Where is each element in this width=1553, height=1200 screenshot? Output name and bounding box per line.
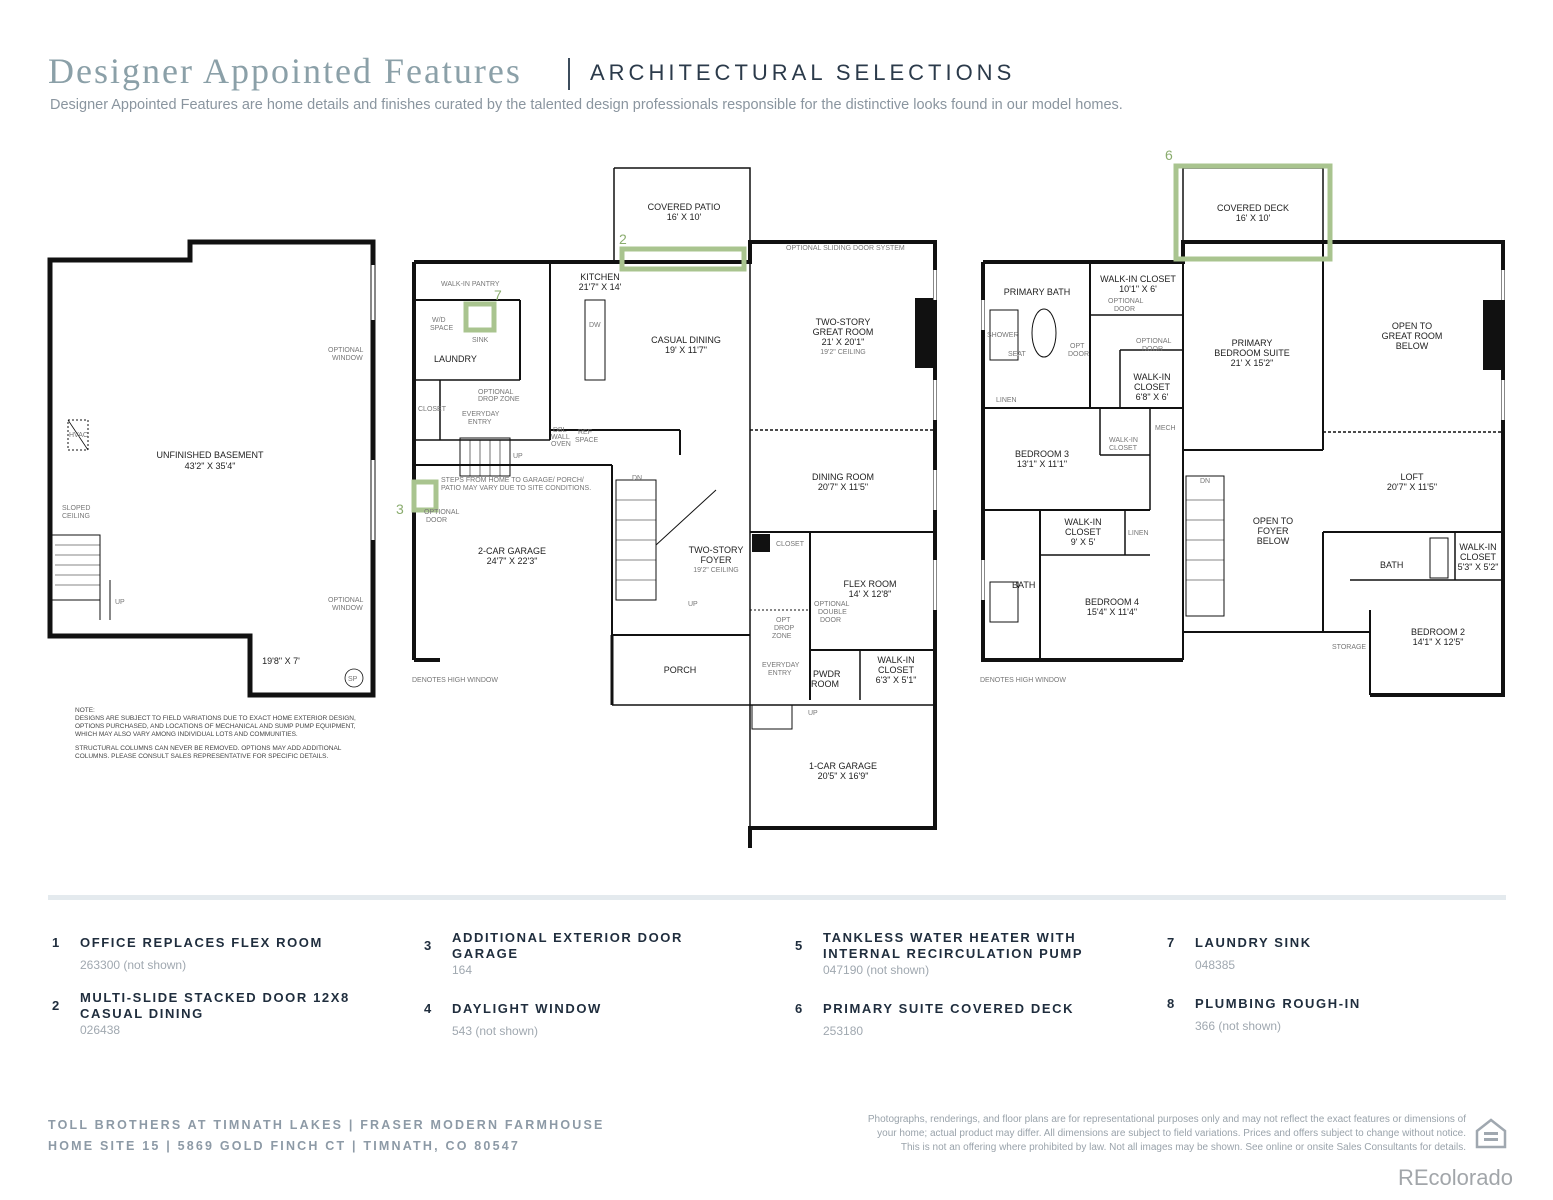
- svg-text:BEDROOM 3: BEDROOM 3: [1014, 449, 1070, 459]
- svg-text:OVEN: OVEN: [551, 441, 571, 448]
- svg-text:CLOSET: CLOSET: [1133, 382, 1171, 392]
- svg-text:5'3" X 5'2": 5'3" X 5'2": [1457, 562, 1499, 572]
- svg-text:13'1" X 11'1": 13'1" X 11'1": [1016, 459, 1068, 469]
- svg-text:CLOSET: CLOSET: [877, 665, 915, 675]
- svg-text:LINEN: LINEN: [1128, 530, 1149, 537]
- svg-text:DOOR: DOOR: [426, 517, 447, 524]
- svg-text:DN: DN: [632, 475, 643, 482]
- svg-text:CLOSET: CLOSET: [1109, 445, 1138, 452]
- floor-plans: [0, 140, 1553, 860]
- svg-text:STEPS FROM HOME TO GARAGE/ POR: STEPS FROM HOME TO GARAGE/ PORCH/: [441, 477, 584, 484]
- svg-text:21' X 20'1": 21' X 20'1": [821, 337, 865, 347]
- svg-text:DOOR: DOOR: [1114, 306, 1135, 313]
- feature-code: 047190 (not shown): [823, 963, 930, 977]
- svg-text:2-CAR GARAGE: 2-CAR GARAGE: [477, 546, 547, 556]
- svg-text:DN: DN: [1200, 478, 1211, 485]
- svg-text:19'2" CEILING: 19'2" CEILING: [820, 349, 866, 356]
- svg-text:CLOSET: CLOSET: [776, 541, 805, 548]
- svg-text:BATH: BATH: [1380, 560, 1404, 570]
- svg-text:OPTIONAL: OPTIONAL: [814, 601, 850, 608]
- feature-number: 7: [1167, 935, 1175, 950]
- svg-text:PRIMARY: PRIMARY: [1231, 338, 1273, 348]
- svg-text:15'4" X 11'4": 15'4" X 11'4": [1086, 607, 1138, 617]
- svg-text:14' X 12'8": 14' X 12'8": [848, 589, 892, 599]
- svg-text:10'1" X 6': 10'1" X 6': [1119, 284, 1157, 294]
- svg-text:DESIGNS ARE SUBJECT TO FIELD V: DESIGNS ARE SUBJECT TO FIELD VARIATIONS DUE TO EXACT HOME EXTERIOR DESIGN,: [75, 715, 356, 722]
- feature-name: TANKLESS WATER HEATER WITH INTERNAL RECIRCULATION PUMP: [823, 930, 1084, 961]
- feature-name: ADDITIONAL EXTERIOR DOOR GARAGE: [452, 930, 684, 961]
- svg-text:19'8" X 7': 19'8" X 7': [262, 656, 300, 666]
- svg-text:21' X 15'2": 21' X 15'2": [1230, 358, 1274, 368]
- page-subtitle: Designer Appointed Features are home details and finishes curated by the talented design professionals responsible for the distinctive looks found in our model homes.: [50, 97, 1123, 113]
- svg-text:STRUCTURAL COLUMNS CAN NEVER B: STRUCTURAL COLUMNS CAN NEVER BE REMOVED. OPTIONS MAY ADD ADDITIONAL: [75, 745, 342, 752]
- feature-name: PLUMBING ROUGH-IN: [1195, 996, 1361, 1011]
- highlight-2: [622, 249, 744, 269]
- svg-text:OPT: OPT: [776, 617, 791, 624]
- svg-text:UNFINISHED BASEMENT: UNFINISHED BASEMENT: [156, 450, 264, 460]
- feature-number: 4: [424, 1001, 432, 1016]
- svg-text:WHICH MAY ALSO VARY AMONG INDI: WHICH MAY ALSO VARY AMONG INDIVIDUAL LOTS AND COMMUNITIES.: [75, 731, 298, 738]
- svg-text:SHOWER: SHOWER: [987, 332, 1019, 339]
- svg-text:DENOTES HIGH WINDOW: DENOTES HIGH WINDOW: [980, 677, 1066, 684]
- svg-text:SLOPED: SLOPED: [62, 505, 91, 512]
- svg-text:WALK-IN: WALK-IN: [1064, 517, 1102, 527]
- svg-text:BEDROOM SUITE: BEDROOM SUITE: [1214, 348, 1290, 358]
- recolorado-watermark: REcolorado: [1398, 1165, 1513, 1190]
- feature-number: 3: [424, 938, 432, 953]
- svg-text:24'7" X 22'3": 24'7" X 22'3": [486, 556, 538, 566]
- community-name: TOLL BROTHERS AT TIMNATH LAKES | FRASER MODERN FARMHOUSE: [48, 1118, 605, 1132]
- feature-code: 253180: [823, 1024, 864, 1038]
- svg-text:BELOW: BELOW: [1256, 536, 1290, 546]
- svg-text:OPTIONAL: OPTIONAL: [1108, 298, 1144, 305]
- svg-text:DOOR: DOOR: [820, 617, 841, 624]
- title-divider: [568, 58, 570, 90]
- feature-code: 048385: [1195, 958, 1236, 972]
- svg-text:19'2" CEILING: 19'2" CEILING: [693, 567, 739, 574]
- feature-code: 164: [452, 963, 473, 977]
- svg-text:OPTIONAL: OPTIONAL: [424, 509, 460, 516]
- svg-text:2: 2: [619, 231, 627, 247]
- svg-text:GREAT ROOM: GREAT ROOM: [812, 327, 874, 337]
- svg-text:FLEX ROOM: FLEX ROOM: [843, 579, 897, 589]
- svg-text:REF: REF: [578, 429, 592, 436]
- svg-text:EVERYDAY: EVERYDAY: [462, 411, 500, 418]
- svg-text:BEDROOM 4: BEDROOM 4: [1084, 597, 1140, 607]
- svg-text:COVERED DECK: COVERED DECK: [1216, 203, 1290, 213]
- svg-text:SP: SP: [348, 676, 358, 683]
- svg-text:UP: UP: [513, 453, 523, 460]
- svg-text:DOOR: DOOR: [1142, 346, 1163, 353]
- svg-text:19' X 11'7": 19' X 11'7": [665, 345, 707, 355]
- feature-name: OFFICE REPLACES FLEX ROOM: [80, 935, 323, 950]
- svg-text:CEILING: CEILING: [62, 513, 91, 520]
- svg-text:6: 6: [1165, 147, 1173, 163]
- feature-name: DAYLIGHT WINDOW: [452, 1001, 602, 1016]
- svg-text:20'7" X 11'5": 20'7" X 11'5": [1386, 482, 1438, 492]
- feature-number: 5: [795, 938, 803, 953]
- svg-text:OPTIONS PURCHASED, AND LOCATIO: OPTIONS PURCHASED, AND LOCATIONS OF MECHANICAL AND SUMP PUMP EQUIPMENT,: [75, 723, 356, 730]
- svg-text:OPTIONAL: OPTIONAL: [478, 389, 514, 396]
- svg-text:PRIMARY BATH: PRIMARY BATH: [1003, 287, 1071, 297]
- feature-name: MULTI-SLIDE STACKED DOOR 12X8 CASUAL DINING: [80, 990, 350, 1021]
- equal-housing-icon: [1474, 1116, 1508, 1150]
- section-title: ARCHITECTURAL SELECTIONS: [590, 60, 1016, 85]
- highlight-3: [414, 482, 436, 510]
- svg-text:DENOTES HIGH WINDOW: DENOTES HIGH WINDOW: [412, 677, 498, 684]
- svg-text:9' X 5': 9' X 5': [1070, 537, 1096, 547]
- svg-text:1-CAR GARAGE: 1-CAR GARAGE: [808, 761, 878, 771]
- svg-text:PORCH: PORCH: [663, 665, 697, 675]
- svg-text:UP: UP: [808, 710, 818, 717]
- highlight-7: [466, 304, 494, 330]
- svg-text:TWO-STORY: TWO-STORY: [815, 317, 871, 327]
- svg-text:WALK-IN CLOSET: WALK-IN CLOSET: [1100, 274, 1176, 284]
- svg-text:WALK-IN: WALK-IN: [1109, 437, 1138, 444]
- svg-text:SINK: SINK: [472, 337, 489, 344]
- svg-text:DOOR: DOOR: [1068, 351, 1089, 358]
- svg-text:7: 7: [494, 287, 502, 303]
- svg-text:DROP ZONE: DROP ZONE: [478, 396, 520, 403]
- svg-text:EVERYDAY: EVERYDAY: [762, 662, 800, 669]
- svg-text:ENTRY: ENTRY: [768, 670, 792, 677]
- svg-text:WALK-IN PANTRY: WALK-IN PANTRY: [441, 281, 500, 288]
- svg-text:SPACE: SPACE: [430, 325, 454, 332]
- home-site-address: HOME SITE 15 | 5869 GOLD FINCH CT | TIMNATH, CO 80547: [48, 1139, 521, 1153]
- svg-text:OPEN TO: OPEN TO: [1252, 516, 1294, 526]
- svg-text:W/D: W/D: [432, 317, 446, 324]
- svg-text:BELOW: BELOW: [1395, 341, 1429, 351]
- svg-text:16' X 10': 16' X 10': [1235, 213, 1271, 223]
- svg-text:OPTIONAL: OPTIONAL: [328, 347, 364, 354]
- feature-number: 2: [52, 998, 60, 1013]
- svg-text:BATH: BATH: [1012, 580, 1036, 590]
- feature-number: 1: [52, 935, 60, 950]
- svg-text:16' X 10': 16' X 10': [666, 212, 702, 222]
- section-divider: [48, 895, 1506, 900]
- svg-text:DW: DW: [589, 322, 601, 329]
- svg-text:WINDOW: WINDOW: [332, 355, 363, 362]
- page-title: Designer Appointed Features: [48, 51, 522, 91]
- svg-text:LAUNDRY: LAUNDRY: [434, 354, 477, 364]
- svg-text:COLUMNS. PLEASE CONSULT SALES: COLUMNS. PLEASE CONSULT SALES REPRESENTATIVE FOR SPECIFIC DETAILS.: [75, 753, 329, 760]
- feature-number: 6: [795, 1001, 803, 1016]
- svg-text:LOFT: LOFT: [1400, 472, 1424, 482]
- svg-text:DROP: DROP: [774, 625, 795, 632]
- svg-text:20'7" X 11'5": 20'7" X 11'5": [817, 482, 869, 492]
- svg-text:WINDOW: WINDOW: [332, 605, 363, 612]
- svg-text:DOUBLE: DOUBLE: [818, 609, 847, 616]
- svg-text:UP: UP: [688, 601, 698, 608]
- svg-text:6'8" X 6': 6'8" X 6': [1135, 392, 1169, 402]
- svg-text:PWDR: PWDR: [813, 669, 841, 679]
- svg-text:OPEN TO: OPEN TO: [1391, 321, 1433, 331]
- svg-text:OPT: OPT: [1070, 343, 1085, 350]
- svg-text:ROOM: ROOM: [811, 679, 839, 689]
- svg-text:ZONE: ZONE: [772, 633, 792, 640]
- svg-text:PATIO MAY VARY DUE TO SITE CON: PATIO MAY VARY DUE TO SITE CONDITIONS.: [441, 485, 592, 492]
- svg-text:CLOSET: CLOSET: [1459, 552, 1497, 562]
- upper-floor-plan: [983, 168, 1503, 695]
- feature-name: PRIMARY SUITE COVERED DECK: [823, 1001, 1075, 1016]
- svg-text:TWO-STORY: TWO-STORY: [688, 545, 744, 555]
- svg-text:MECH: MECH: [1155, 425, 1176, 432]
- feature-name: LAUNDRY SINK: [1195, 935, 1312, 950]
- feature-code: 543 (not shown): [452, 1024, 539, 1038]
- feature-number: 8: [1167, 996, 1175, 1011]
- svg-text:FOYER: FOYER: [1257, 526, 1289, 536]
- svg-text:SEAT: SEAT: [1008, 351, 1026, 358]
- svg-text:COVERED PATIO: COVERED PATIO: [647, 202, 721, 212]
- svg-text:WALK-IN: WALK-IN: [1459, 542, 1497, 552]
- svg-text:WALL: WALL: [551, 434, 570, 441]
- svg-text:ENTRY: ENTRY: [468, 419, 492, 426]
- svg-text:3: 3: [396, 501, 404, 517]
- svg-text:HVAC: HVAC: [69, 432, 88, 439]
- svg-text:21'7" X 14': 21'7" X 14': [578, 282, 622, 292]
- feature-code: 026438: [80, 1023, 121, 1037]
- svg-text:DINING ROOM: DINING ROOM: [812, 472, 874, 482]
- svg-text:OPTIONAL: OPTIONAL: [328, 597, 364, 604]
- svg-text:OPTIONAL: OPTIONAL: [1136, 338, 1172, 345]
- svg-text:SPACE: SPACE: [575, 437, 599, 444]
- svg-text:14'1" X 12'5": 14'1" X 12'5": [1412, 637, 1464, 647]
- svg-text:CASUAL DINING: CASUAL DINING: [651, 335, 721, 345]
- svg-text:NOTE:: NOTE:: [75, 707, 95, 714]
- svg-text:KITCHEN: KITCHEN: [580, 272, 620, 282]
- svg-text:GREAT ROOM: GREAT ROOM: [1381, 331, 1443, 341]
- svg-text:CLOSET: CLOSET: [418, 406, 447, 413]
- svg-text:UP: UP: [115, 599, 125, 606]
- feature-code: 263300 (not shown): [80, 958, 187, 972]
- svg-text:43'2" X 35'4": 43'2" X 35'4": [184, 461, 236, 471]
- svg-text:WALK-IN: WALK-IN: [877, 655, 915, 665]
- svg-text:BEDROOM 2: BEDROOM 2: [1410, 627, 1466, 637]
- svg-text:FOYER: FOYER: [700, 555, 732, 565]
- feature-code: 366 (not shown): [1195, 1019, 1282, 1033]
- svg-text:WALK-IN: WALK-IN: [1133, 372, 1171, 382]
- svg-text:20'5" X 16'9": 20'5" X 16'9": [817, 771, 869, 781]
- legal-disclaimer: Photographs, renderings, and floor plans are for representational purposes only and may not reflect the exact features or dimensions of your home; actual product may differ. All dimensions are subject to field variations. Prices and offers subject to change without notice. This is not an offering where prohibited by law. Not all images may be shown. See online or onsite Sales Consultants for details.: [867, 1114, 1466, 1153]
- svg-text:DBL: DBL: [553, 427, 567, 434]
- svg-text:CLOSET: CLOSET: [1064, 527, 1102, 537]
- svg-text:LINEN: LINEN: [996, 397, 1017, 404]
- svg-text:OPTIONAL SLIDING DOOR SYSTEM: OPTIONAL SLIDING DOOR SYSTEM: [786, 245, 905, 252]
- svg-text:STORAGE: STORAGE: [1332, 644, 1367, 651]
- svg-text:6'3" X 5'1": 6'3" X 5'1": [875, 675, 917, 685]
